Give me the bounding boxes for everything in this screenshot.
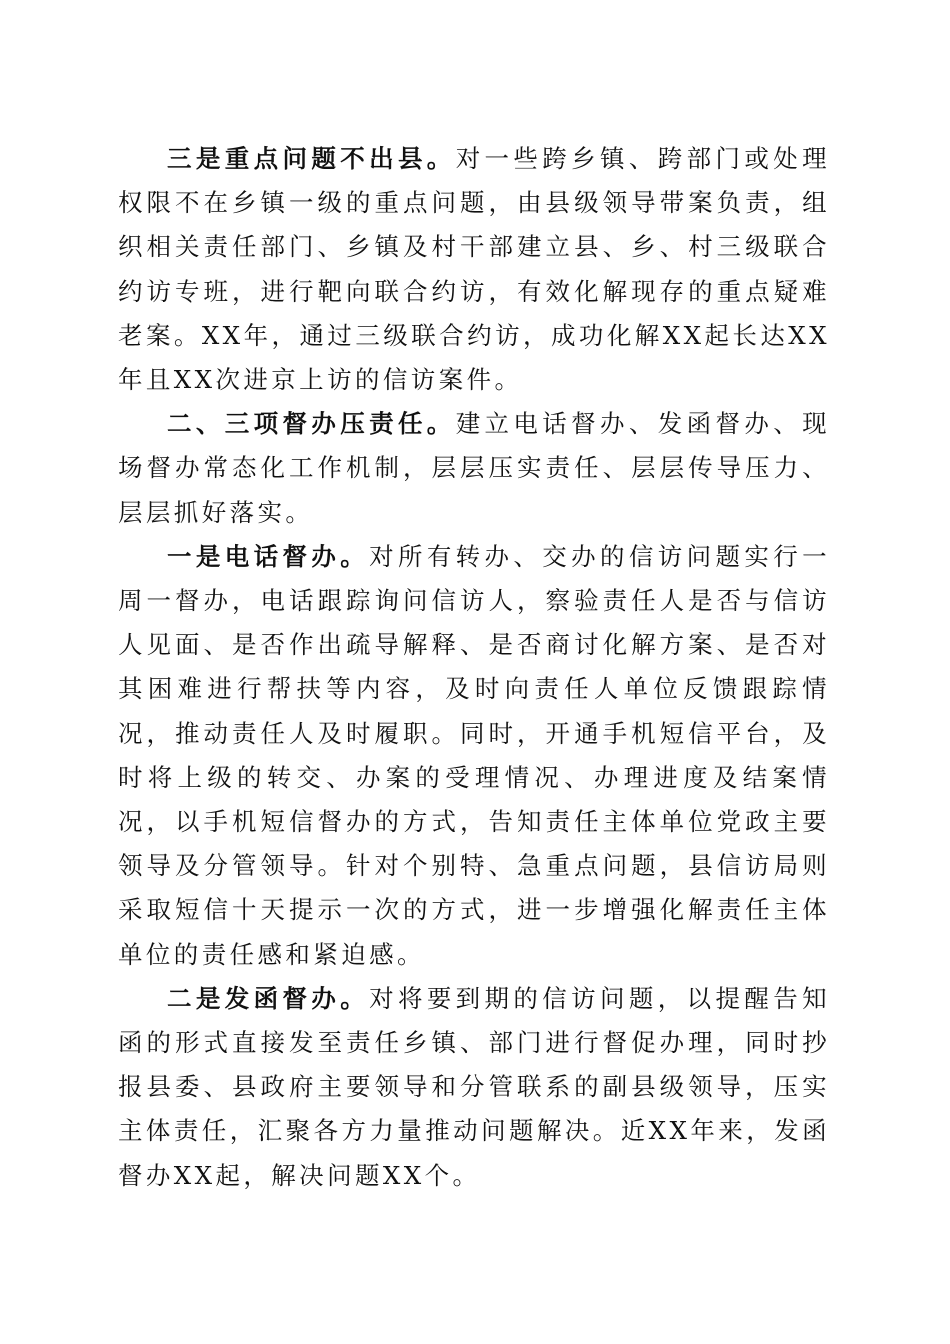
paragraph-phone-supervision [118,535,830,977]
paragraph-body: 对一些跨乡镇、跨部门或处理权限不在乡镇一级的重点问题，由县级领导带案负责，组织相关责任部门、乡镇及村干部建立县、乡、村三级联合约访专班，进行靶向联合约访，有效化解现存的重点疑难老案。XX年，通过三级联合约访，成功化解XX起长达XX年且XX次进京上访的信访案件。 [118,144,831,395]
paragraph-body: 对所有转办、交办的信访问题实行一周一督办，电话跟踪询问信访人，察验责任人是否与信访人见面、是否作出疏导解释、是否商讨化解方案、是否对其困难进行帮扶等内容，及时向责任人单位反馈跟踪情况，推动责任人及时履职。同时，开通手机短信平台，及时将上级的转交、办案的受理情况、办理进度及结案情况，以手机短信督办的方式，告知责任主体单位党政主要领导及分管领导。针对个别特、急重点问题，县信访局则采取短信十天提示一次的方式，进一步增强化解责任主体单位的责任感和紧迫感。 [118,541,830,969]
paragraph-letter-supervision [118,977,830,1198]
paragraph-lead: 二是发函督办。 [167,983,370,1013]
paragraph-key-issues-within-county [118,137,830,402]
document-page [118,137,830,1198]
paragraph-body: 对将要到期的信访问题，以提醒告知函的形式直接发至责任乡镇、部门进行督促办理，同时抄报县委、县政府主要领导和分管联系的副县级领导，压实主体责任，汇聚各方力量推动问题解决。近XX年来，发函督办XX起，解决问题XX个。 [118,983,830,1190]
paragraph-three-supervision-methods [118,402,830,535]
paragraph-lead: 三是重点问题不出县。 [167,144,456,173]
paragraph-lead: 一是电话督办。 [167,541,370,571]
paragraph-body: 建立电话督办、发函督办、现场督办常态化工作机制，层层压实责任、层层传导压力、层层抓好落实。 [118,409,831,527]
section-heading: 二、三项督办压责任。 [167,409,456,439]
